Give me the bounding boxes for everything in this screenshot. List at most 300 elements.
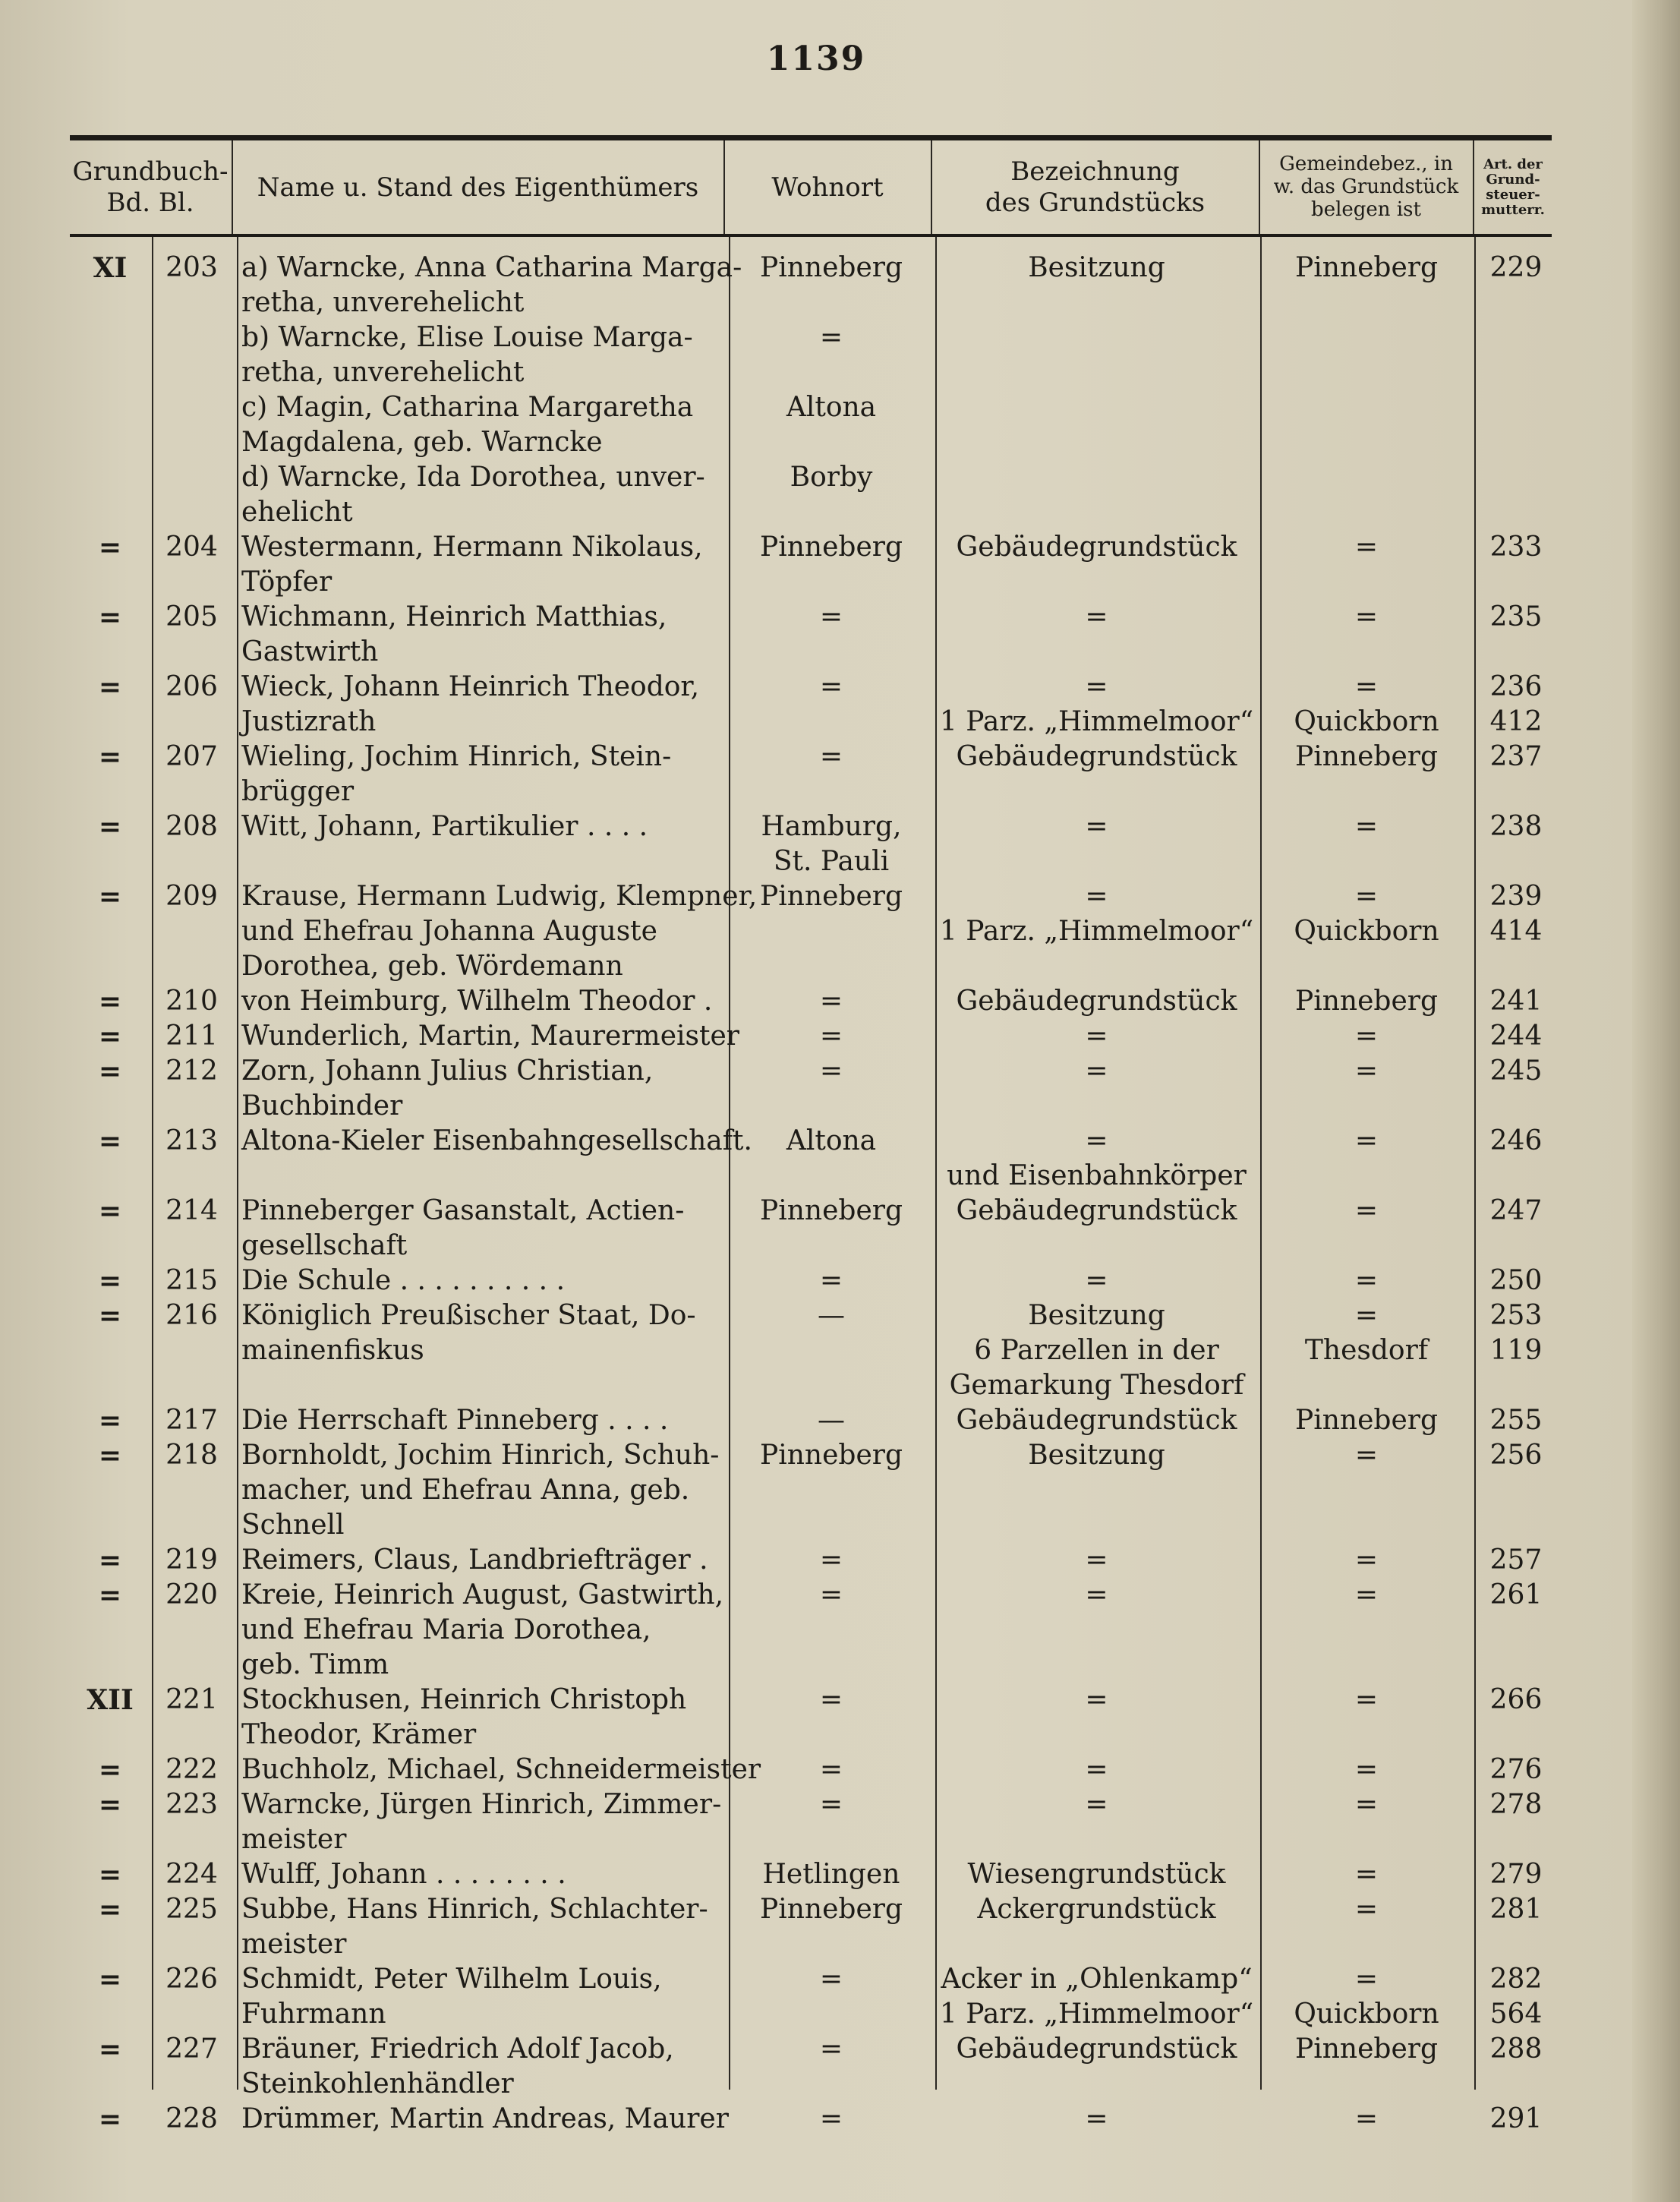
volume-cell-text: =: [98, 1440, 122, 1472]
article-cell: [1474, 1543, 1558, 1578]
folio-cell-text: 218: [165, 1440, 218, 1471]
residence-cell: [729, 251, 934, 286]
owner-cell: [241, 1787, 727, 1857]
owner-cell-line: Buchholz, Michael, Schneidermeister: [241, 1754, 761, 1785]
owner-cell: [241, 1403, 727, 1438]
owner-cell-line: Krause, Hermann Ludwig, Klempner,: [241, 881, 758, 912]
folio-cell-text: 212: [165, 1055, 218, 1087]
table-row: [0, 460, 1632, 530]
residence-cell: [729, 390, 934, 425]
owner-cell-line: macher, und Ehefrau Anna, geb.: [241, 1475, 690, 1506]
owner-cell-line: Bräuner, Friedrich Adolf Jacob,: [241, 2033, 674, 2065]
folio-cell: [152, 1194, 232, 1229]
property-cell: [935, 879, 1258, 949]
district-cell: [1260, 1054, 1473, 1089]
property-cell: [935, 2032, 1258, 2067]
table-row: [0, 1752, 1632, 1787]
article-cell: [1474, 1857, 1558, 1892]
property-cell-line: =: [1085, 1265, 1108, 1296]
volume-cell: [72, 1054, 148, 1089]
header-bezeichnung-line1: Bezeichnung: [1010, 156, 1180, 188]
volume-cell-text: =: [98, 1405, 122, 1437]
residence-cell-line: Pinneberg: [759, 1894, 903, 1925]
folio-cell-text: 224: [165, 1859, 218, 1890]
owner-cell-line: a) Warncke, Anna Catharina Marga-: [241, 252, 742, 283]
table-row: [0, 1683, 1632, 1752]
header-grundbuch-line1: Grundbuch-: [72, 156, 229, 188]
volume-cell: [72, 1263, 148, 1298]
volume-cell-text: [72, 460, 148, 495]
owner-cell-line: Justizrath: [241, 706, 377, 737]
owner-cell: [241, 670, 727, 740]
property-cell-line: Gebäudegrundstück: [956, 1195, 1237, 1226]
volume-cell: [72, 530, 148, 565]
residence-cell: [729, 530, 934, 565]
volume-cell: [72, 1752, 148, 1787]
owner-cell: [241, 390, 727, 460]
district-cell-line: Pinneberg: [1294, 1405, 1438, 1436]
district-cell-line: Thesdorf: [1304, 1335, 1429, 1366]
property-cell-line: =: [1085, 811, 1108, 842]
volume-cell-text: =: [98, 741, 122, 773]
residence-cell: [729, 1683, 934, 1718]
table-row: [0, 1857, 1632, 1892]
article-cell: [1474, 530, 1558, 565]
owner-cell-line: Gastwirth: [241, 636, 379, 667]
header-art-line3: steuer-: [1486, 187, 1540, 203]
volume-cell-text: =: [98, 1265, 122, 1297]
article-cell: [1474, 600, 1558, 635]
district-cell: [1260, 1438, 1473, 1473]
property-cell-line: Besitzung: [1028, 252, 1165, 283]
district-cell: [1260, 251, 1473, 286]
property-cell-line: Gebäudegrundstück: [956, 2033, 1237, 2065]
article-cell: [1474, 1054, 1558, 1089]
residence-cell-line: =: [819, 1754, 843, 1785]
volume-cell: [72, 1962, 148, 1997]
property-cell: [935, 530, 1258, 565]
property-cell-line: Gebäudegrundstück: [956, 741, 1237, 772]
volume-cell-text: =: [98, 1859, 122, 1891]
district-cell-line: Quickborn: [1294, 706, 1439, 737]
article-cell-line: 257: [1489, 1544, 1543, 1576]
volume-cell: [72, 2102, 148, 2137]
folio-cell: [152, 1787, 232, 1822]
table-row: [0, 530, 1632, 600]
district-cell-line: Pinneberg: [1294, 986, 1438, 1017]
article-cell: [1474, 1019, 1558, 1054]
owner-cell: [241, 600, 727, 670]
owner-cell-line: Reimers, Claus, Landbriefträger .: [241, 1544, 708, 1576]
residence-cell: [729, 600, 934, 635]
article-cell-line: 253: [1489, 1300, 1543, 1331]
residence-cell-line: =: [819, 671, 843, 702]
property-cell: [935, 1543, 1258, 1578]
property-cell: [935, 740, 1258, 774]
header-gemeinde: [1260, 143, 1472, 232]
owner-cell-line: retha, unverehelicht: [241, 357, 525, 388]
property-cell-line: Ackergrundstück: [977, 1894, 1216, 1925]
district-cell-line: =: [1354, 1021, 1379, 1052]
residence-cell: [729, 740, 934, 774]
owner-cell-line: von Heimburg, Wilhelm Theodor .: [241, 986, 713, 1017]
article-cell: [1474, 251, 1558, 286]
article-cell-line: 414: [1489, 916, 1543, 947]
article-cell: [1474, 1578, 1558, 1613]
article-cell: [1474, 809, 1558, 844]
property-cell-line: Gebäudegrundstück: [956, 1405, 1237, 1436]
owner-cell-line: Witt, Johann, Partikulier . . . .: [241, 811, 648, 842]
district-cell-line: =: [1354, 671, 1379, 702]
owner-cell: [241, 460, 727, 530]
volume-cell: [72, 1543, 148, 1578]
owner-cell: [241, 1124, 752, 1159]
volume-cell-text: =: [98, 1055, 122, 1087]
property-cell-line: =: [1085, 1544, 1108, 1576]
property-cell-line: =: [1085, 671, 1108, 702]
page-number: 1139: [766, 39, 866, 78]
volume-cell: [72, 1578, 148, 1613]
owner-cell: [241, 984, 727, 1019]
property-cell: [935, 1403, 1258, 1438]
table-row: [0, 1787, 1632, 1857]
district-cell: [1260, 1298, 1473, 1368]
district-cell-line: =: [1354, 1684, 1379, 1715]
property-cell: [935, 1298, 1258, 1403]
owner-cell-line: Wulff, Johann . . . . . . . .: [241, 1859, 566, 1890]
property-cell-line: Besitzung: [1028, 1300, 1165, 1331]
table-row: [0, 984, 1632, 1019]
article-cell-line: 247: [1489, 1195, 1543, 1226]
table-row: [0, 2102, 1632, 2137]
owner-cell-line: meister: [241, 1929, 347, 1960]
header-bezeichnung-line2: des Grundstücks: [985, 188, 1206, 218]
property-cell-line: und Eisenbahnkörper: [947, 1160, 1247, 1191]
residence-cell: [729, 1752, 934, 1787]
property-cell: [935, 600, 1258, 635]
folio-cell-text: 214: [165, 1195, 218, 1226]
district-cell: [1260, 2032, 1473, 2067]
owner-cell-line: mainenfiskus: [241, 1335, 424, 1366]
article-cell-line: 239: [1489, 881, 1543, 912]
residence-cell-line: Pinneberg: [759, 532, 903, 563]
property-cell: [935, 1962, 1258, 2032]
folio-cell: [152, 1298, 232, 1333]
district-cell-line: =: [1354, 1055, 1379, 1087]
property-cell-line: =: [1085, 1055, 1108, 1087]
district-cell: [1260, 1787, 1473, 1822]
district-cell: [1260, 600, 1473, 635]
property-cell-line: Besitzung: [1028, 1440, 1165, 1471]
property-cell: [935, 1054, 1258, 1089]
volume-cell: [72, 1124, 148, 1159]
article-cell-line: 564: [1489, 1999, 1543, 2030]
folio-cell-text: 203: [165, 252, 218, 283]
district-cell: [1260, 1194, 1473, 1229]
residence-cell: [729, 670, 934, 705]
article-cell-line: 244: [1489, 1021, 1543, 1052]
volume-cell: [72, 390, 148, 425]
article-cell: [1474, 1683, 1558, 1718]
header-art: [1474, 143, 1552, 232]
table-row: [0, 1263, 1632, 1298]
table-row: [0, 740, 1632, 809]
property-cell-line: Gebäudegrundstück: [956, 532, 1237, 563]
volume-cell-text: =: [98, 1894, 122, 1926]
property-cell: [935, 1857, 1258, 1892]
residence-cell-line: Pinneberg: [759, 881, 903, 912]
table-row: [0, 1403, 1632, 1438]
residence-cell: [729, 320, 934, 355]
volume-cell: [72, 1298, 148, 1333]
owner-cell-line: d) Warncke, Ida Dorothea, unver-: [241, 462, 705, 493]
owner-cell-line: Pinneberger Gasanstalt, Actien-: [241, 1195, 685, 1226]
property-cell-line: Gebäudegrundstück: [956, 986, 1237, 1017]
district-cell: [1260, 1578, 1473, 1613]
owner-cell-line: Westermann, Hermann Nikolaus,: [241, 532, 703, 563]
article-cell-line: 282: [1489, 1964, 1543, 1995]
article-cell-line: 238: [1489, 811, 1543, 842]
folio-cell-text: 204: [165, 532, 218, 563]
article-cell: [1474, 1403, 1558, 1438]
district-cell-line: =: [1354, 1964, 1379, 1995]
volume-cell-text: =: [98, 532, 122, 563]
property-cell: [935, 2102, 1258, 2137]
residence-cell: [729, 879, 934, 914]
folio-cell-text: 215: [165, 1265, 218, 1296]
volume-cell-text: [72, 390, 148, 425]
folio-cell: [152, 1892, 232, 1927]
header-gemeinde-line2: w. das Grundstück: [1273, 175, 1459, 199]
article-cell: [1474, 1787, 1558, 1822]
owner-cell-line: gesellschaft: [241, 1230, 408, 1261]
volume-cell-text: =: [98, 1789, 122, 1821]
folio-cell: [152, 740, 232, 774]
residence-cell: [729, 2032, 934, 2067]
owner-cell: [241, 1194, 727, 1263]
table-row: [0, 1298, 1632, 1403]
volume-cell-text: =: [98, 1300, 122, 1332]
owner-cell-line: Magdalena, geb. Warncke: [241, 427, 603, 458]
owner-cell-line: Die Schule . . . . . . . . . .: [241, 1265, 566, 1296]
folio-cell-text: 221: [165, 1684, 218, 1715]
residence-cell-line: Hetlingen: [762, 1859, 900, 1890]
district-cell-line: =: [1354, 2103, 1379, 2134]
table-row: [0, 320, 1632, 390]
header-rule: [70, 234, 1552, 237]
property-cell-line: =: [1085, 2103, 1108, 2134]
table-row: [0, 1194, 1632, 1263]
volume-cell: [72, 984, 148, 1019]
owner-cell: [241, 740, 727, 809]
owner-cell-line: ehelicht: [241, 497, 353, 528]
residence-cell-line: Altona: [786, 392, 877, 423]
property-cell: [935, 1892, 1258, 1927]
property-cell: [935, 1787, 1258, 1822]
volume-cell-text: =: [98, 671, 122, 703]
district-cell: [1260, 1543, 1473, 1578]
article-cell: [1474, 740, 1558, 774]
folio-cell-text: 213: [165, 1125, 218, 1156]
owner-cell-line: geb. Timm: [241, 1649, 389, 1680]
property-cell: [935, 1752, 1258, 1787]
volume-cell: [72, 251, 148, 286]
owner-cell-line: Kreie, Heinrich August, Gastwirth,: [241, 1579, 724, 1610]
district-cell-line: =: [1354, 1754, 1379, 1785]
property-cell: [935, 670, 1258, 740]
owner-cell-line: Bornholdt, Jochim Hinrich, Schuh-: [241, 1440, 720, 1471]
folio-cell-text: 217: [165, 1405, 218, 1436]
district-cell: [1260, 1403, 1473, 1438]
article-cell: [1474, 1438, 1558, 1473]
table-row: [0, 2032, 1632, 2102]
property-cell-line: =: [1085, 1125, 1108, 1156]
residence-cell: [729, 2102, 934, 2137]
volume-cell-text: =: [98, 1754, 122, 1786]
district-cell: [1260, 1019, 1473, 1054]
article-cell-line: 276: [1489, 1754, 1543, 1785]
property-cell-line: 1 Parz. „Himmelmoor“: [939, 1999, 1254, 2030]
top-rule: [70, 135, 1552, 140]
residence-cell-line: =: [819, 322, 843, 353]
folio-cell-text: 210: [165, 986, 218, 1017]
residence-cell-line: =: [819, 1055, 843, 1087]
article-cell-line: 288: [1489, 2033, 1543, 2065]
folio-cell: [152, 1263, 232, 1298]
district-cell-line: Pinneberg: [1294, 252, 1438, 283]
district-cell: [1260, 1892, 1473, 1927]
article-cell-line: 246: [1489, 1125, 1543, 1156]
folio-cell-text: 209: [165, 881, 218, 912]
owner-cell: [241, 809, 727, 844]
table-row: [0, 1124, 1632, 1194]
owner-cell-line: Stockhusen, Heinrich Christoph: [241, 1684, 687, 1715]
property-cell: [935, 251, 1258, 286]
folio-cell: [152, 1683, 232, 1718]
table-row: [0, 600, 1632, 670]
residence-cell-line: —: [818, 1300, 845, 1331]
folio-cell-text: 225: [165, 1894, 218, 1925]
district-cell: [1260, 1263, 1473, 1298]
volume-cell-text: =: [98, 1544, 122, 1576]
owner-cell: [241, 879, 758, 984]
article-cell-line: 266: [1489, 1684, 1543, 1715]
article-cell-line: 250: [1489, 1265, 1543, 1296]
district-cell: [1260, 879, 1473, 949]
header-grundbuch-line2: Bd. Bl.: [106, 188, 194, 218]
owner-cell-line: b) Warncke, Elise Louise Marga-: [241, 322, 693, 353]
volume-cell-text: =: [98, 601, 122, 633]
header-name-text: Name u. Stand des Eigenthümers: [257, 172, 699, 203]
owner-cell-line: Drümmer, Martin Andreas, Maurer: [241, 2103, 729, 2134]
property-cell-line: =: [1085, 1789, 1108, 1820]
volume-cell-text: [72, 320, 148, 355]
owner-cell-line: Zorn, Johann Julius Christian,: [241, 1055, 654, 1087]
folio-cell-text: 216: [165, 1300, 218, 1331]
article-cell-line: 236: [1489, 671, 1543, 702]
district-cell-line: =: [1354, 881, 1379, 912]
article-cell: [1474, 1124, 1558, 1159]
volume-cell-text: =: [98, 1125, 122, 1157]
folio-cell: [152, 390, 232, 425]
header-art-line4: mutterr.: [1481, 201, 1545, 218]
folio-cell: [152, 1019, 232, 1054]
volume-cell: [72, 740, 148, 774]
volume-cell: [72, 600, 148, 635]
article-cell: [1474, 1194, 1558, 1229]
property-cell: [935, 1683, 1258, 1718]
folio-cell: [152, 670, 232, 705]
folio-cell: [152, 1403, 232, 1438]
district-cell: [1260, 1124, 1473, 1159]
folio-cell: [152, 251, 232, 286]
article-cell: [1474, 1962, 1558, 2032]
folio-cell: [152, 1124, 232, 1159]
book-gutter: [1632, 0, 1680, 2202]
folio-cell: [152, 600, 232, 635]
owner-cell: [241, 320, 727, 390]
table-row: [0, 251, 1632, 320]
residence-cell: [729, 460, 934, 495]
article-cell: [1474, 1298, 1558, 1368]
district-cell: [1260, 2102, 1473, 2137]
owner-cell: [241, 1683, 727, 1752]
table-row: [0, 1892, 1632, 1962]
folio-cell-text: 219: [165, 1544, 218, 1576]
residence-cell: [729, 1892, 934, 1927]
owner-cell-line: Die Herrschaft Pinneberg . . . .: [241, 1405, 669, 1436]
residence-cell: [729, 1298, 934, 1333]
header-gemeinde-line1: Gemeindebez., in: [1279, 153, 1453, 176]
article-cell: [1474, 2102, 1558, 2137]
district-cell: [1260, 1752, 1473, 1787]
article-cell-line: 233: [1489, 532, 1543, 563]
owner-cell-line: Altona-Kieler Eisenbahngesellschaft.: [241, 1125, 752, 1156]
owner-cell-line: und Ehefrau Maria Dorothea,: [241, 1614, 651, 1645]
volume-cell: [72, 1438, 148, 1473]
district-cell: [1260, 809, 1473, 844]
residence-cell: [729, 1578, 934, 1613]
district-cell: [1260, 530, 1473, 565]
district-cell: [1260, 1683, 1473, 1718]
district-cell-line: =: [1354, 1789, 1379, 1820]
volume-cell-text: =: [98, 1021, 122, 1052]
folio-cell: [152, 460, 232, 495]
owner-cell: [241, 2102, 727, 2137]
residence-cell-line: =: [819, 1964, 843, 1995]
article-cell: [1474, 1752, 1558, 1787]
volume-cell: [72, 460, 148, 495]
district-cell-line: =: [1354, 811, 1379, 842]
article-cell: [1474, 1263, 1558, 1298]
residence-cell-line: —: [818, 1405, 845, 1436]
volume-cell-text: =: [98, 2033, 122, 2065]
table-row: [0, 809, 1632, 879]
property-cell-line: =: [1085, 1684, 1108, 1715]
header-art-line2: Grund-: [1486, 172, 1540, 188]
folio-cell: [152, 1054, 232, 1089]
owner-cell-line: Wunderlich, Martin, Maurermeister: [241, 1021, 739, 1052]
folio-cell: [152, 1438, 232, 1473]
header-art-line1: Art. der: [1483, 156, 1543, 173]
volume-cell: [72, 1403, 148, 1438]
volume-cell-text: XII: [87, 1684, 134, 1716]
article-cell: [1474, 2032, 1558, 2067]
property-cell-line: 1 Parz. „Himmelmoor“: [939, 706, 1254, 737]
property-cell-line: 6 Parzellen in der: [974, 1335, 1219, 1366]
folio-cell: [152, 1578, 232, 1613]
folio-cell-text: 222: [165, 1754, 218, 1785]
